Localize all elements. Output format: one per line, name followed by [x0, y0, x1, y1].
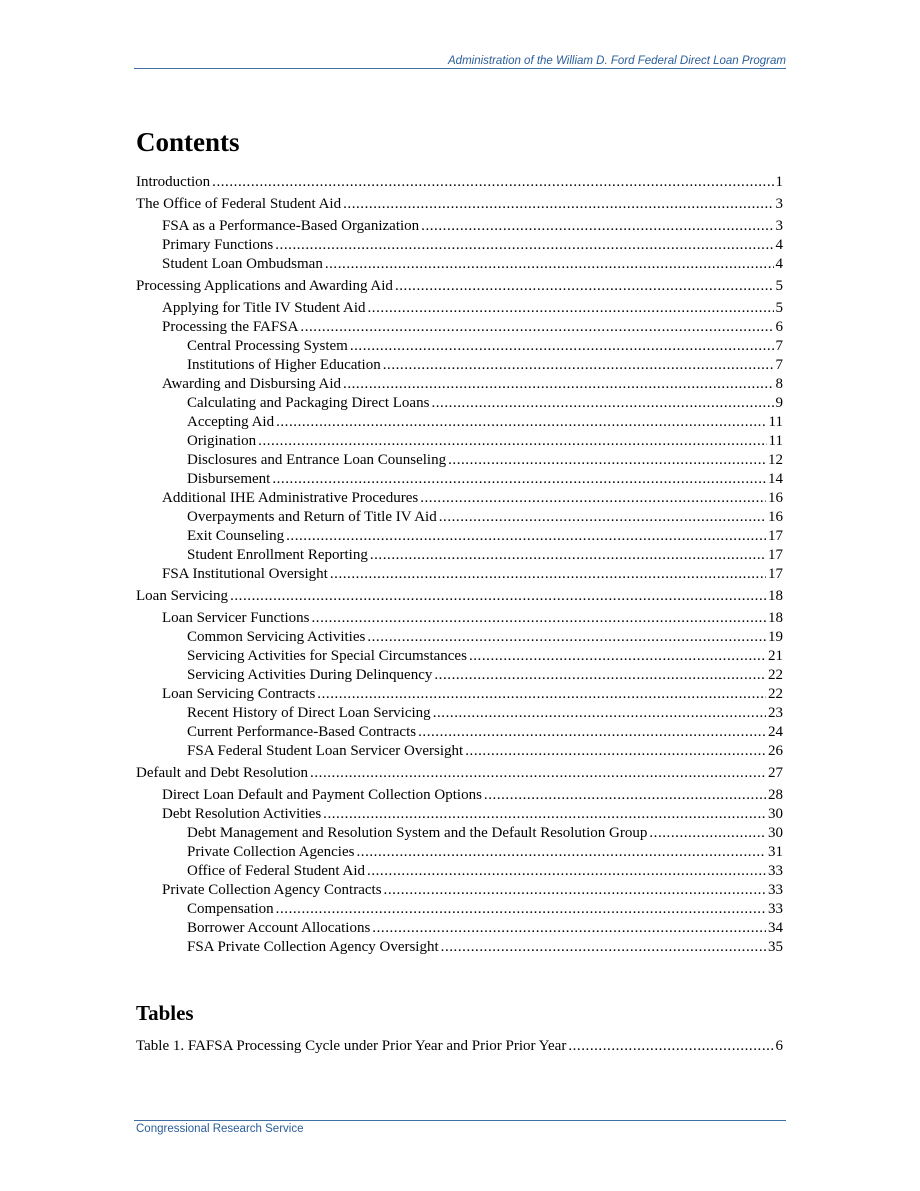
toc-entry[interactable] — [136, 565, 783, 584]
toc-entry-page: 6 — [775, 1038, 783, 1054]
toc-entry-title: Default and Debt Resolution — [136, 765, 309, 781]
toc-entry-page: 8 — [775, 376, 783, 392]
toc-entry-title: Processing Applications and Awarding Aid — [136, 278, 393, 294]
toc-entry-page: 11 — [768, 414, 783, 430]
toc-entry-title: The Office of Federal Student Aid — [136, 196, 342, 212]
dot-leader — [439, 508, 766, 527]
toc-entry[interactable] — [136, 508, 783, 527]
toc-entry-title: Accepting Aid — [187, 414, 275, 430]
toc-entry-title: Private Collection Agencies — [187, 844, 355, 860]
toc-entry-page: 35 — [768, 939, 783, 955]
toc-entry-title: Recent History of Direct Loan Servicing — [187, 705, 431, 721]
toc-entry-title: FSA Private Collection Agency Oversight — [187, 939, 439, 955]
dot-leader — [212, 173, 773, 192]
toc-entry[interactable] — [136, 919, 783, 938]
dot-leader — [383, 356, 774, 375]
toc-entry-title: Calculating and Packaging Direct Loans — [187, 395, 430, 411]
dot-leader — [343, 375, 773, 394]
toc-entry[interactable] — [136, 881, 783, 900]
footer-publisher: Congressional Research Service — [136, 1123, 304, 1135]
toc-entry-page: 3 — [775, 218, 783, 234]
toc-entry-page: 11 — [768, 433, 783, 449]
dot-leader — [323, 805, 766, 824]
toc-entry-page: 23 — [768, 705, 783, 721]
toc-entry[interactable] — [136, 685, 783, 704]
toc-entry-title: Origination — [187, 433, 257, 449]
toc-entry[interactable] — [136, 337, 783, 356]
toc-entry[interactable] — [136, 375, 783, 394]
toc-entry-page: 22 — [768, 667, 783, 683]
toc-entry[interactable] — [136, 647, 783, 666]
dot-leader — [300, 318, 773, 337]
dot-leader — [433, 704, 766, 723]
dot-leader — [276, 413, 766, 432]
toc-entry-page: 4 — [775, 256, 783, 272]
dot-leader — [343, 195, 773, 214]
toc-entry-page: 34 — [768, 920, 783, 936]
toc-entry-page: 21 — [768, 648, 783, 664]
toc-entry-title: Awarding and Disbursing Aid — [162, 376, 342, 392]
toc-entry-page: 26 — [768, 743, 783, 759]
toc-entry-page: 4 — [775, 237, 783, 253]
toc-entry-page: 28 — [768, 787, 783, 803]
toc-entry[interactable] — [136, 805, 783, 824]
toc-entry[interactable] — [136, 255, 783, 274]
toc-entry[interactable] — [136, 900, 783, 919]
dot-leader — [275, 236, 773, 255]
toc-entry-title: Servicing Activities During Delinquency — [187, 667, 433, 683]
toc-entry[interactable] — [136, 217, 783, 236]
toc-entry-page: 31 — [768, 844, 783, 860]
toc-entry-title: Loan Servicer Functions — [162, 610, 310, 626]
toc-entry[interactable] — [136, 318, 783, 337]
dot-leader — [484, 786, 766, 805]
toc-entry-page: 1 — [775, 174, 783, 190]
toc-entry-title: Table 1. FAFSA Processing Cycle under Prior Year and Prior Prior Year — [136, 1038, 567, 1054]
toc-entry-page: 3 — [775, 196, 783, 212]
toc-entry-title: Additional IHE Administrative Procedures — [162, 490, 419, 506]
toc-entry-title: Private Collection Agency Contracts — [162, 882, 382, 898]
toc-entry[interactable] — [136, 277, 783, 296]
toc-entry[interactable] — [136, 394, 783, 413]
toc-entry-page: 7 — [775, 357, 783, 373]
toc-entry-title: Current Performance-Based Contracts — [187, 724, 417, 740]
contents-title: Contents — [136, 127, 240, 157]
toc-entry[interactable] — [136, 356, 783, 375]
toc-entry[interactable] — [136, 704, 783, 723]
toc-entry-title: Borrower Account Allocations — [187, 920, 371, 936]
toc-entry-page: 6 — [775, 319, 783, 335]
toc-entry-title: Institutions of Higher Education — [187, 357, 381, 373]
toc-entry-page: 19 — [768, 629, 783, 645]
dot-leader — [384, 881, 766, 900]
toc-entry-title: FSA as a Performance-Based Organization — [162, 218, 420, 234]
toc-entry-title: Primary Functions — [162, 237, 274, 253]
toc-entry[interactable] — [136, 432, 783, 451]
toc-entry-page: 18 — [768, 588, 783, 604]
toc-entry-title: Common Servicing Activities — [187, 629, 366, 645]
dot-leader — [372, 919, 766, 938]
toc-entry-page: 30 — [768, 806, 783, 822]
dot-leader — [395, 277, 774, 296]
toc-entry-title: FSA Institutional Oversight — [162, 566, 328, 582]
toc-entry[interactable] — [136, 666, 783, 685]
toc-entry-title: Applying for Title IV Student Aid — [162, 300, 366, 316]
dot-leader — [356, 843, 766, 862]
toc-entry-title: Loan Servicing Contracts — [162, 686, 316, 702]
dot-leader — [272, 470, 766, 489]
toc-entry-page: 18 — [768, 610, 783, 626]
dot-leader — [258, 432, 766, 451]
toc-entry-title: Debt Resolution Activities — [162, 806, 322, 822]
toc-entry[interactable] — [136, 742, 783, 761]
toc-entry[interactable] — [136, 413, 783, 432]
dot-leader — [330, 565, 766, 584]
toc-entry[interactable] — [136, 843, 783, 862]
toc-entry[interactable] — [136, 546, 783, 565]
toc-entry-title: Compensation — [187, 901, 274, 917]
dot-leader — [310, 764, 766, 783]
toc-entry-title: Student Enrollment Reporting — [187, 547, 368, 563]
toc-entry-page: 9 — [775, 395, 783, 411]
toc-entry[interactable] — [136, 587, 783, 606]
toc-entry-title: Office of Federal Student Aid — [187, 863, 366, 879]
running-header: Administration of the William D. Ford Federal Direct Loan Program — [448, 55, 786, 67]
toc-entry-title: Student Loan Ombudsman — [162, 256, 323, 272]
dot-leader — [434, 666, 766, 685]
toc-entry-title: Central Processing System — [187, 338, 348, 354]
toc-entry-page: 17 — [768, 547, 783, 563]
toc-entry-page: 7 — [775, 338, 783, 354]
dot-leader — [420, 489, 766, 508]
toc-entry-page: 33 — [768, 882, 783, 898]
dot-leader — [368, 299, 774, 318]
toc-entry[interactable] — [136, 723, 783, 742]
toc-entry[interactable] — [136, 173, 783, 192]
dot-leader — [421, 217, 773, 236]
dot-leader — [276, 900, 766, 919]
toc-entry-page: 14 — [768, 471, 783, 487]
toc-entry-title: Disclosures and Entrance Loan Counseling — [187, 452, 447, 468]
toc-entry-title: FSA Federal Student Loan Servicer Oversight — [187, 743, 464, 759]
dot-leader — [370, 546, 766, 565]
toc-entry[interactable] — [136, 938, 783, 957]
toc-entry-page: 33 — [768, 863, 783, 879]
footer-rule — [134, 1120, 786, 1121]
toc-entry-page: 30 — [768, 825, 783, 841]
toc-entry-title: Disbursement — [187, 471, 271, 487]
dot-leader — [469, 647, 766, 666]
toc-entry-title: Servicing Activities for Special Circumstances — [187, 648, 467, 664]
toc-entry[interactable] — [136, 470, 783, 489]
dot-leader — [431, 394, 773, 413]
dot-leader — [230, 587, 766, 606]
toc-entry[interactable] — [136, 1037, 783, 1056]
toc-entry-title: Debt Management and Resolution System and the Default Resolution Group — [187, 825, 648, 841]
toc-entry-page: 16 — [768, 490, 783, 506]
toc-entry[interactable] — [136, 489, 783, 508]
toc-entry[interactable] — [136, 236, 783, 255]
toc-entry-page: 17 — [768, 528, 783, 544]
dot-leader — [317, 685, 766, 704]
dot-leader — [350, 337, 774, 356]
dot-leader — [448, 451, 766, 470]
toc-entry[interactable] — [136, 862, 783, 881]
dot-leader — [286, 527, 766, 546]
dot-leader — [325, 255, 774, 274]
toc-entry-page: 24 — [768, 724, 783, 740]
toc-entry-page: 5 — [775, 278, 783, 294]
toc-entry[interactable] — [136, 451, 783, 470]
dot-leader — [311, 609, 766, 628]
toc-entry[interactable] — [136, 299, 783, 318]
dot-leader — [367, 862, 766, 881]
toc-entry[interactable] — [136, 195, 783, 214]
toc-entry-title: Processing the FAFSA — [162, 319, 299, 335]
toc-entry-page: 27 — [768, 765, 783, 781]
toc-entry[interactable] — [136, 786, 783, 805]
toc-entry-page: 12 — [768, 452, 783, 468]
toc-entry-page: 22 — [768, 686, 783, 702]
toc-entry-page: 5 — [775, 300, 783, 316]
dot-leader — [568, 1037, 773, 1056]
toc-entry-title: Introduction — [136, 174, 211, 190]
toc-entry[interactable] — [136, 527, 783, 546]
toc-entry[interactable] — [136, 609, 783, 628]
header-rule — [134, 68, 786, 69]
contents-list — [136, 173, 783, 957]
dot-leader — [367, 628, 766, 647]
dot-leader — [649, 824, 766, 843]
toc-entry-title: Overpayments and Return of Title IV Aid — [187, 509, 437, 525]
toc-entry[interactable] — [136, 824, 783, 843]
dot-leader — [465, 742, 766, 761]
toc-entry[interactable] — [136, 628, 783, 647]
toc-entry-page: 17 — [768, 566, 783, 582]
dot-leader — [441, 938, 766, 957]
toc-entry-page: 33 — [768, 901, 783, 917]
toc-entry[interactable] — [136, 764, 783, 783]
dot-leader — [418, 723, 766, 742]
toc-entry-page: 16 — [768, 509, 783, 525]
tables-list — [136, 1037, 783, 1056]
toc-entry-title: Direct Loan Default and Payment Collection Options — [162, 787, 482, 803]
toc-entry-title: Loan Servicing — [136, 588, 229, 604]
tables-title: Tables — [136, 1001, 194, 1025]
toc-entry-title: Exit Counseling — [187, 528, 285, 544]
